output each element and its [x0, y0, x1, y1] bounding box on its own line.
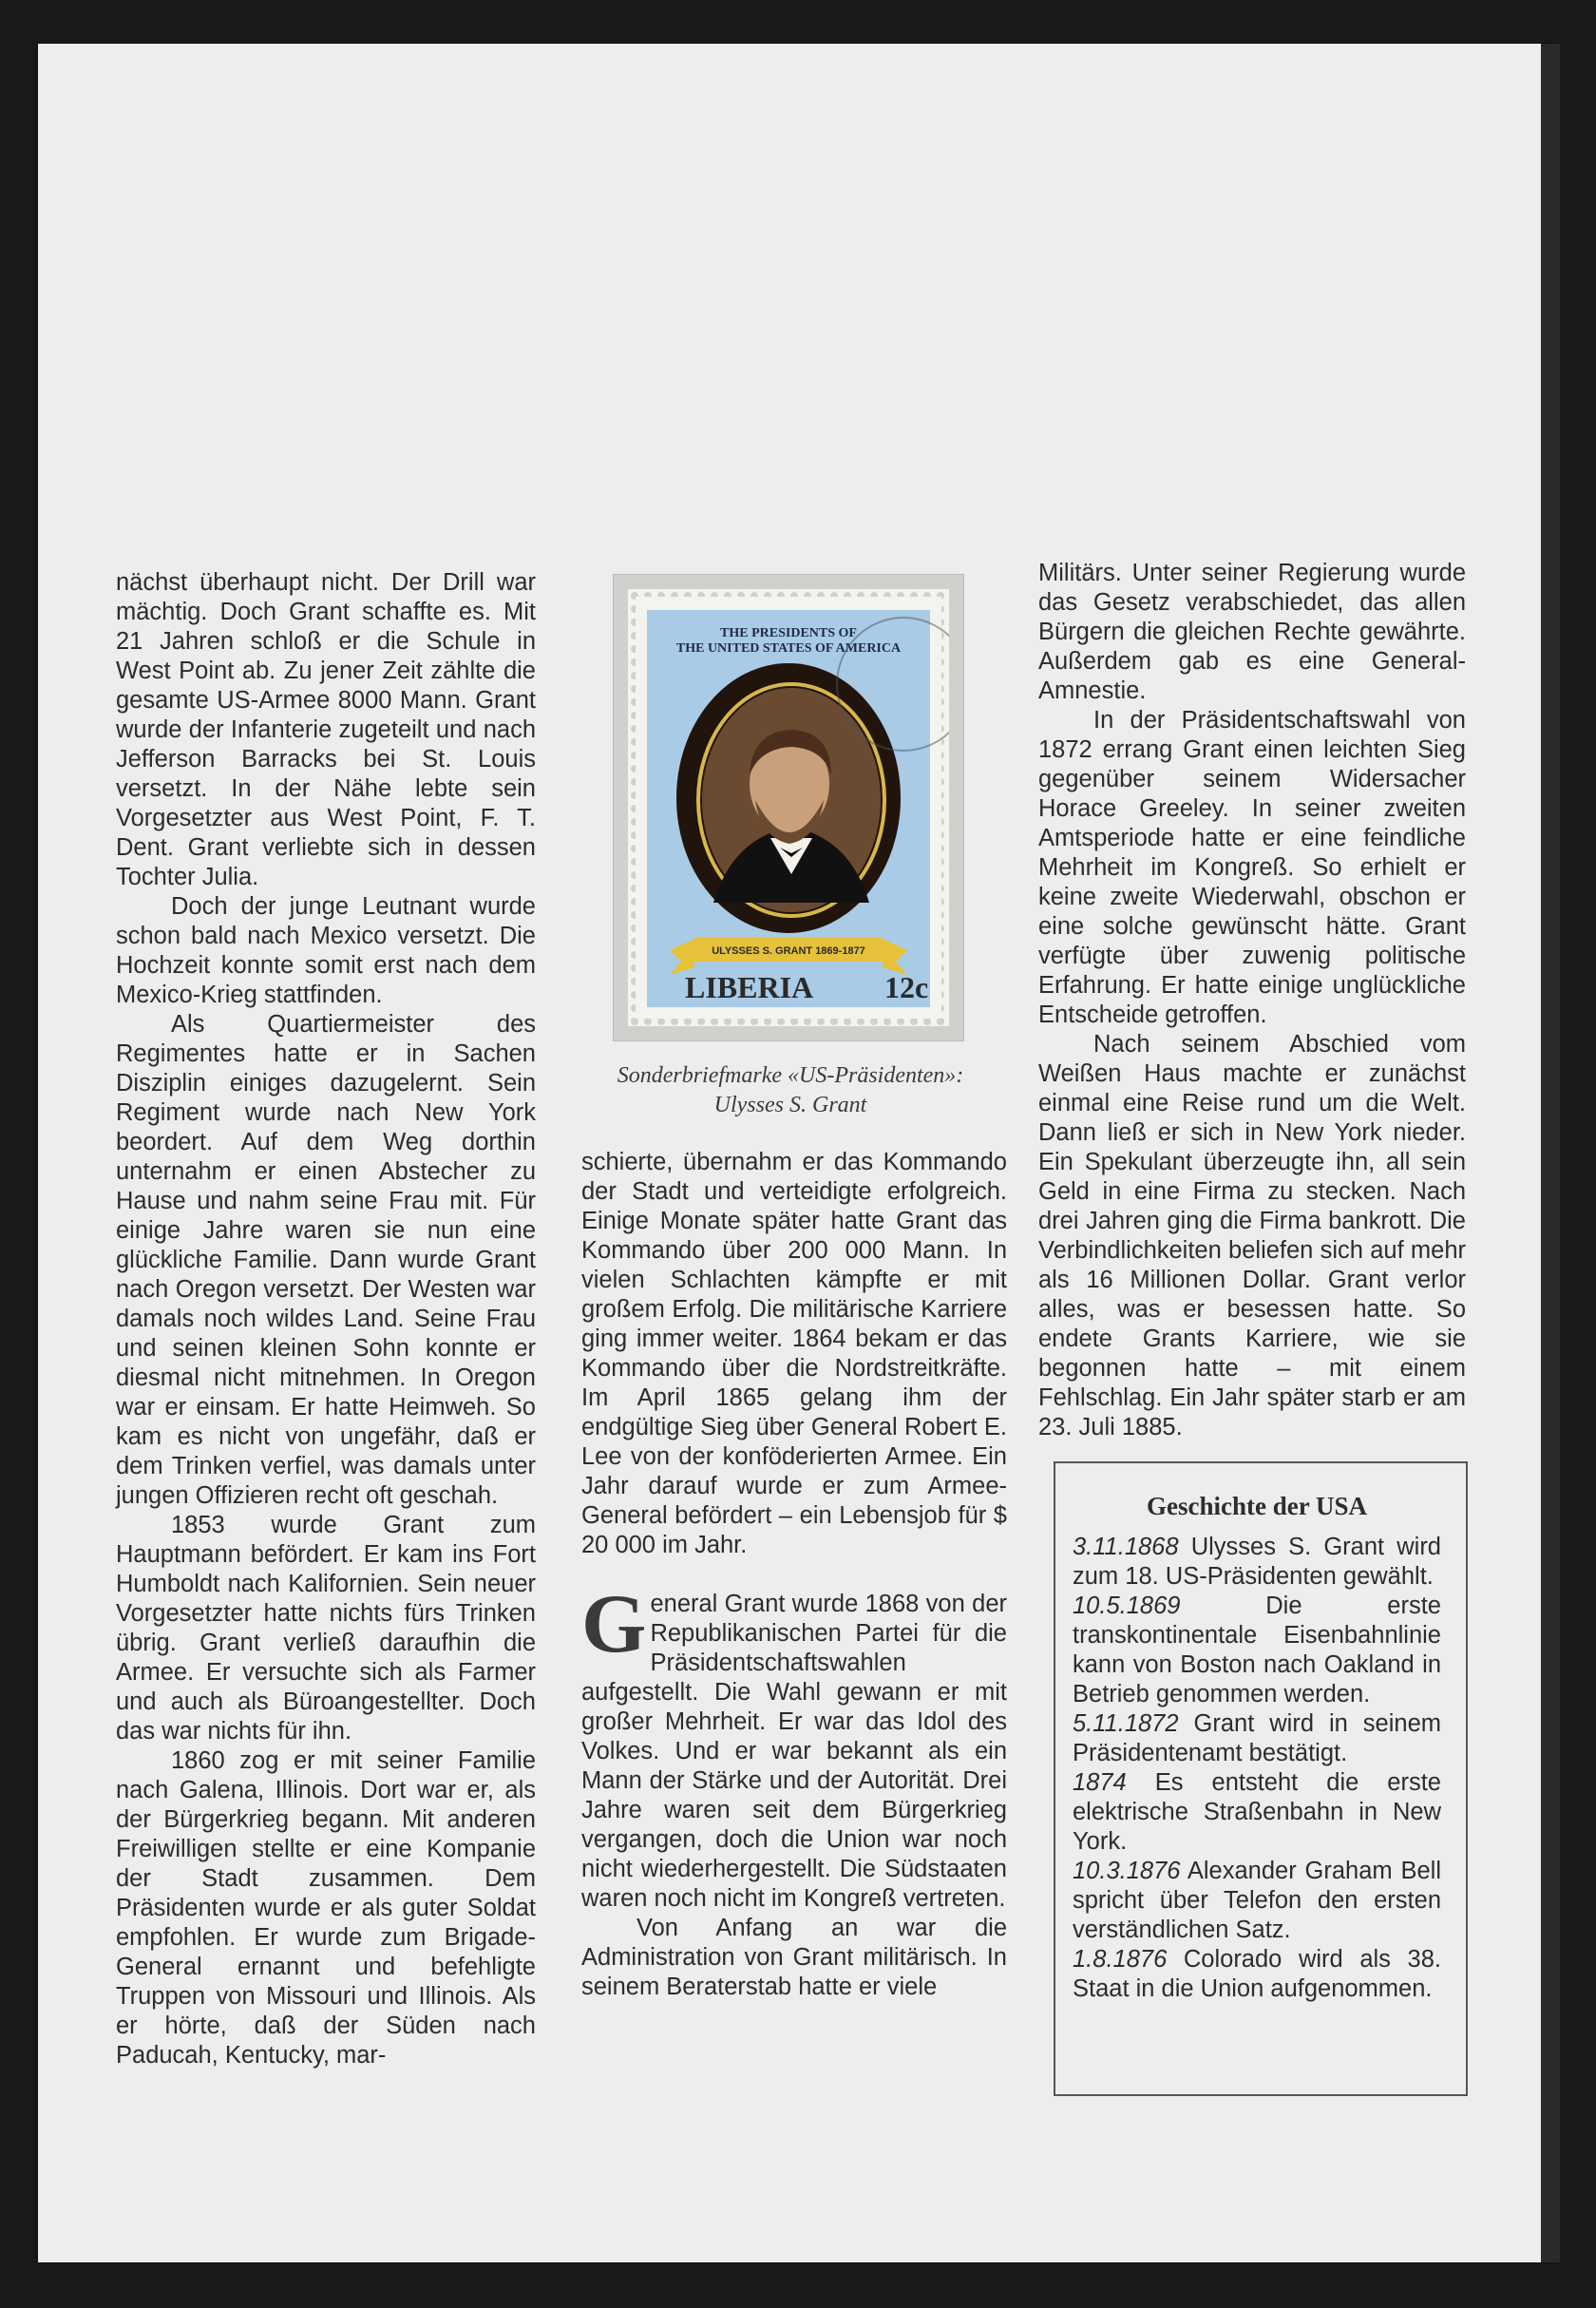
caption-line2: Ulysses S. Grant	[713, 1093, 867, 1117]
paragraph: 1853 wurde Grant zum Hauptmann befördert. Er kam ins Fort Humboldt nach Kalifornien. Sein neuer Vorgesetzter hatte nichts fürs Trinken übrig. Grant verließ daraufhin die Armee. Er versuchte sich als Farmer und auch als Büroangestellter. Doch das war nichts für ihn.	[116, 1512, 536, 1745]
timeline-date: 5.11.1872	[1073, 1710, 1179, 1737]
paragraph: In der Präsidentschaftswahl von 1872 errang Grant einen leichten Sieg gegenüber seinem Widersacher Horace Greeley. In seiner zweiten Amtsperiode hatte er eine feindliche Mehrheit im Kongreß. So erhielt er keine zweite Wiederwahl, obschon er eine solche gewünscht hätte. Grant verfügte über zuwenig politische Erfahrung. Er hatte einige unglückliche Entscheide getroffen.	[1038, 707, 1466, 1028]
history-box-title: Geschichte der USA	[1147, 1492, 1367, 1520]
timeline-entry	[1073, 1533, 1441, 1592]
paragraph: Militärs. Unter seiner Regierung wurde das Gesetz verabschiedet, das allen Bürgern die gleichen Rechte gewährte. Außerdem gab es eine General-Amnestie.	[1038, 560, 1466, 704]
paragraph: Nach seinem Abschied vom Weißen Haus machte er zunächst einmal eine Reise rund um die Welt. Dann ließ er sich in New York nieder. Ein Spekulant überzeugte ihn, all sein Geld in eine Firma zu stecken. Nach drei Jahren ging die Firma bankrott. Die Verbindlichkeiten beliefen sich auf mehr als 16 Millionen Dollar. Grant verlor alles, was er besessen hatte. So endete Grants Karriere, wie sie begonnen hatte – mit einem Fehlschlag. Ein Jahr später starb er am 23. Juli 1885.	[1038, 1031, 1466, 1440]
timeline-entry	[1073, 1945, 1441, 2004]
stamp-ribbon-text: ULYSSES S. GRANT 1869-1877	[712, 945, 865, 957]
stamp-header-line1: THE PRESIDENTS OF	[720, 626, 857, 640]
timeline-text: Es entsteht die erste elektrische Straßenbahn in New York.	[1073, 1769, 1441, 1855]
text-column-left	[116, 568, 536, 2070]
stamp-header-line2: THE UNITED STATES OF AMERICA	[675, 641, 902, 656]
timeline-entry	[1073, 1709, 1441, 1768]
timeline-text: Ulysses S. Grant wird zum 18. US-Präsidenten gewählt.	[1073, 1534, 1441, 1590]
stamp-country: LIBERIA	[685, 970, 814, 1004]
caption-line1: Sonderbriefmarke «US-Präsidenten»:	[617, 1063, 964, 1088]
timeline-text: Grant wird in seinem Präsidentenamt bestätigt.	[1073, 1710, 1441, 1766]
paragraph: Von Anfang an war die Administration von Grant militärisch. In seinem Beraterstab hatte er viele	[581, 1915, 1007, 2000]
drop-cap: G	[581, 1578, 647, 1670]
paragraph: 1860 zog er mit seiner Familie nach Galena, Illinois. Dort war er, als der Bürgerkrieg begann. Mit anderen Freiwilligen stellte er eine Kompanie der Stadt zusammen. Dem Präsidenten wurde er als guter Soldat empfohlen. Er wurde zum Brigade-General ernannt und befehligte Truppen von Missouri und Illinois. Als er hörte, daß der Süden nach Paducah, Kentucky, mar-	[116, 1747, 536, 2069]
timeline-text: Colorado wird als 38. Staat in die Union aufgenommen.	[1073, 1946, 1441, 2002]
timeline-date: 10.3.1876	[1073, 1858, 1181, 1884]
timeline-entry	[1073, 1592, 1441, 1709]
paragraph: eneral Grant wurde 1868 von der Republikanischen Partei für die Präsidentschaftswahlen aufgestellt. Die Wahl gewann er mit großer Mehrheit. Er war das Idol des Volkes. Und er war bekannt als ein Mann der Stärke und der Autorität. Drei Jahre waren seit dem Bürgerkrieg vergangen, doch die Union war noch nicht wiederhergestellt. Die Südstaaten waren noch nicht im Kongreß vertreten.	[581, 1591, 1007, 1912]
text-column-right	[1038, 559, 1466, 1442]
section-start	[581, 1578, 1007, 1914]
timeline-date: 1.8.1876	[1073, 1946, 1168, 1973]
paragraph: Als Quartiermeister des Regimentes hatte er in Sachen Disziplin einiges dazugelernt. Sein Regiment wurde nach New York beordert. Auf dem Weg dorthin unternahm er einen Abstecher zu Hause und nahm seine Frau mit. Für einige Jahre waren sie nun eine glückliche Familie. Dann wurde Grant nach Oregon versetzt. Der Westen war damals noch wildes Land. Seine Frau und seinen kleinen Sohn konnte er diesmal nicht mitnehmen. In Oregon war er einsam. Er hatte Heimweh. So kam es nicht von ungefähr, daß er dem Trinken verfiel, was damals unter jungen Offizieren recht oft geschah.	[116, 1011, 536, 1509]
timeline-text: Die erste transkontinentale Eisenbahnlinie kann von Boston nach Oakland in Betrieb genommen werden.	[1073, 1593, 1441, 1707]
timeline-date: 3.11.1868	[1073, 1534, 1179, 1560]
stamp-caption	[581, 1061, 999, 1120]
stamp-value: 12c	[884, 970, 929, 1004]
history-box	[1054, 1461, 1468, 2096]
timeline-date: 1874	[1073, 1769, 1127, 1796]
timeline-text: Alexander Graham Bell spricht über Telefon den ersten verständlichen Satz.	[1073, 1858, 1441, 1943]
paragraph: Doch der junge Leutnant wurde schon bald nach Mexico versetzt. Die Hochzeit konnte somit erst nach dem Mexico-Krieg stattfinden.	[116, 893, 536, 1008]
timeline-entry	[1073, 1857, 1441, 1945]
stamp-artwork	[628, 589, 949, 1026]
postage-stamp	[628, 589, 949, 1026]
paragraph: schierte, übernahm er das Kommando der Stadt und verteidigte erfolgreich. Einige Monate später hatte Grant das Kommando über 200 000 Mann. In vielen Schlachten kämpfte er mit großem Erfolg. Die militärische Karriere ging immer weiter. 1864 bekam er das Kommando über die Nordstreitkräfte. Im April 1865 gelang ihm der endgültige Sieg über General Robert E. Lee von der konföderierten Armee. Ein Jahr darauf wurde er zum Armee-General befördert – ein Lebensjob für $ 20 000 im Jahr.	[581, 1149, 1007, 1558]
stamp-mount	[613, 574, 964, 1041]
text-column-middle	[581, 1148, 1007, 2002]
timeline-date: 10.5.1869	[1073, 1593, 1181, 1619]
timeline-entry	[1073, 1768, 1441, 1857]
page-edge	[1541, 44, 1560, 2262]
paragraph: nächst überhaupt nicht. Der Drill war mächtig. Doch Grant schaffte es. Mit 21 Jahren schloß er die Schule in West Point ab. Zu jener Zeit zählte die gesamte US-Armee 8000 Mann. Grant wurde der Infanterie zugeteilt und nach Jefferson Barracks bei St. Louis versetzt. In der Nähe lebte sein Vorgesetzter aus West Point, F. T. Dent. Grant verliebte sich in dessen Tochter Julia.	[116, 569, 536, 890]
